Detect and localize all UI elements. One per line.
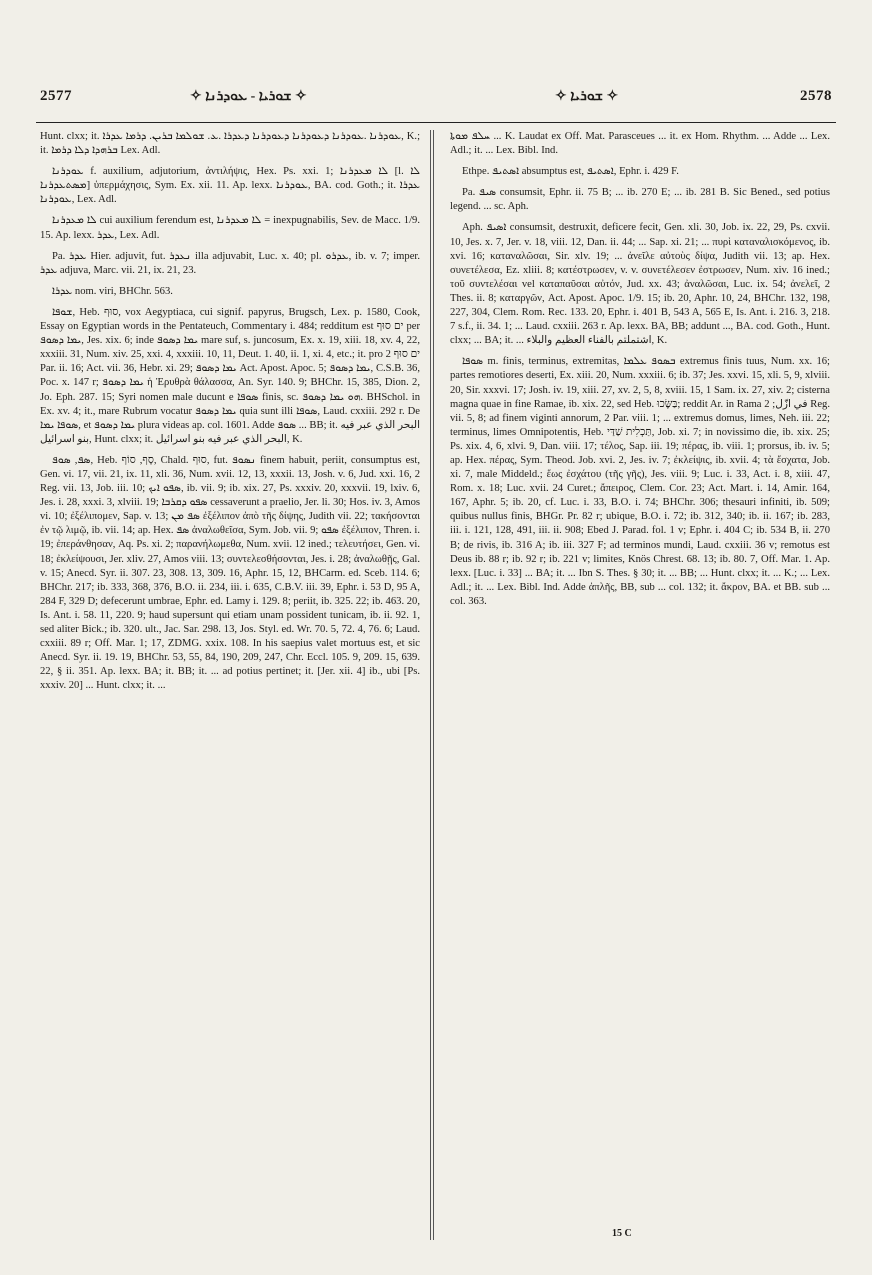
left-column: [40, 130, 420, 1240]
left-catchword: ✧ ܫܘܪܝܐ - ܥܘܕܪܢܐ ✧: [190, 89, 307, 104]
dictionary-entry: ܣܘܦܐ m. finis, terminus, extremitas, ܒܣܘܦ ܥܠܡܐ extremus finis tuus, Num. xx. 16; partes remotiores deserti, Ex. xiii. 20, Num. xxxiii. 6; ib. 37; Jes. xxvi. 15, xli. 5, 9, xlviii. 20, Sir. xxxvi. 17; Josh. iv. 19, xiii. 27, xv. 2, 5, 8, xviii. 15, 1 Sam. ix. 27, xiv. 2; cisterna magna quae in fine Ramae, ib. xix. 22, sed Heb. בַּשֶּׂכוּ; reddit Ar. in Rama في ازّل; 2 Reg. vii. 5, 8; ad finem viginti annorum, 2 Par. viii. 1; ... extremus domus, limes, Neh. iii. 22; terminus, limes Omnipotentis, Heb. תַּכְלִית שַׁדַּי, Job. xi. 7; in novissimo die, ib. xix. 25; Ps. xix. 4, 6, xlvi. 9, Dan. viii. 17; τέλος, Sap. iii. 19; πέρας, ib. viii. 1; prorsus, ib. iv. 5; ap. Hex. πέρας, Sym. Theod. Job. xvi. 2, Jes. iv. 7; ἐκλείψις, ib. xvii. 4; τὰ ἔσχατα, Job. xi. 7, male Middeld.; ἕως ἐσχάτου (τῆς γῆς), Jes. viii. 9; Luc. i. 33, Act. i. 8, xiii. 47, Rom. x. 18; Luc. xvii. 24 Curet.; ἄπειρος, Clem. Cor. 23; Act. Mart. i. 14, Amir. 164, 167, Aphr. 5; ib. 20, cf. Luc. i. 33, B.O. i. 74; BHChr. 306; thesauri infiniti, ib. 509; quibus nullus finis, BHGr. Pr. 82 r; ubique, B.O. i. 72; ib. 312, 340; ib. ii. 167; ib. 283, iii. i. 121, 128, 491, iii. ii. 908; Ebed J. Parad. fol. 1 v; Ephr. i. 404 C; ib. 534 B, ii. 270 B; de rivis, ib. 316 A; ib. iii. 327 F; ad terminos mundi, Laud. cxxiii. 36 v; remotus est Deus ib. 88 r; ib. 92 r; ib. 221 v; limites, Knös Chrest. 68. 13; ib. 80. 7, Off. Mar. 1. Ap. lexx. [Luc. i. 33] ... BA; it. ... Ibn S. Thes. § 30; it. ... BB; ... Hunt. clxx; it. ... K.; ... Lex. Adl.; it. ... Lex. Bibl. Ind. Adde ἀπλῆς, BB, sub ... col. 132; it. ἄκρον, BA. et BB. sub ... col. 363.: [450, 356, 830, 607]
right-column: [450, 130, 830, 1240]
dictionary-entry: ܠܐ ܡܥܕܪܢܐ cui auxilium ferendum est, ܠܐ ܡܥܕܪܢܐ = inexpugnabilis, Sev. de Macc. 1/9. 15. Ap. lexx. ܥܕܪ, Lex. Adl.: [40, 215, 420, 241]
dictionary-entry: Hunt. clxx; it. ܥܘܕܪܢܐ .ܥܘܕܪܢܐ ܕܥܘܕܪܢܐ ܕܥܘܕܪܢܐ ܕܥܕܪܐ .ܥ. ܫܘܠܡܐ ܒܪܝܢ. ܕܪܡܐ ܥܕܪܐ, K.; it. ܒܪܗܕܐ ܕܠܐ ܕܪܡܐ Lex. Adl.: [40, 131, 420, 157]
header-rule: [36, 122, 836, 123]
dictionary-entry: Pa. ܣܝܦ consumsit, Ephr. ii. 75 B; ... ib. 270 E; ... ib. 281 B. Sic Bened., sed potius legend. ... sc. Aph.: [450, 187, 830, 213]
running-header: [40, 88, 832, 112]
dictionary-entry: ܥܕܪܐ nom. viri, BHChr. 563.: [52, 285, 173, 297]
left-page-number: 2577: [40, 88, 72, 104]
dictionary-entry: Aph. ܐܣܝܦ consumsit, destruxit, deficere fecit, Gen. xli. 30, Job. ix. 22, 29, Ps. cxvii. 10, Jes. x. 7, Jer. v. 18, viii. 12, Dan. ii. 44; ... Sap. xi. 21; ... πυρὶ καταναλισκόμενος, ib. xvi. 16; καταναλῶσαι, Sir. xlv. 19; ... ἀνεῖλε αὐτοὺς δίψα, Judith vii. 13; ap. Hex. συνετέλεσα, Ez. xliii. 8; κατέστρωσεν, v. v. συνετέλεσεν ἐστρωσεν, Num. xiv. 16 ined.; τοῦ συντελέσαι vel καταπαῦσαι αὐτόν, Jud. xx. 43; ἀναλῶσαι, Luc. ix. 54; ἀνελεῖ, 2 Thes. ii. 8; καταργῶν, Act. Apost. Apoc. 1/9. 15; ib. 20, Aphr. 10, 24, BHChr. 132, 198, 227, 304, Clem. Rom. Rec. 133. 20, Ephr. i. 401 B, 543 A, 565 E, Is. Ant. i. 216. 3, 218. 7 s.f., ii. 34. 1; ... Laud. cxxiii. 263 r. Ap. lexx. BA, BB; addunt ..., BA. cod. Goth., Hunt. clxx; ... BA; it. ... اشتملتم بالفناء العظيم والبلاء, K.: [450, 222, 830, 347]
signature-mark: 15 C: [612, 1228, 632, 1239]
dictionary-entry: ܚܠܦ ܡܘܬܐ ... K. Laudat ex Off. Mat. Parasceues ... it. ex Hom. Rhythm. ... Adde ... Lex. Adl.; it. ... Lex. Bibl. Ind.: [450, 131, 830, 157]
column-divider: [433, 130, 434, 1240]
column-divider: [430, 130, 431, 1240]
dictionary-entry: ܣܦ, ܣܘܦ, Heb. סָף, סוֹף, Chald. סוּף, fut. ܢܣܘܦ finem habuit, periit, consumptus est, Gen. vi. 17, vii. 21, ix. 11, xli. 36, Num. xvii. 12, 13, xxxii. 13, Josh. v. 6, Jud. xxi. 16, 2 Reg. vii. 13, Job. iii. 10; ܣܦܘ ܐܝܟ, ib. vii. 9; ib. xix. 27, Ps. xxxiv. 20, xxxvii. 19, lxiv. 6, Jes. i. 28, xxxi. 3, xlviii. 19; ܣܦܘ ܕܩܪܒܐ cessaverunt a praelio, Jer. li. 30; Hos. iv. 3, Amos vi. 10; ἐξέλιπομεν, Sap. v. 13; ܣܦ ܡܢ ἐξέλιπον ἀπὸ τῆς δίψης, Judith vii. 22; τακήσονται ἐν τῷ λιμῷ, ib. vii. 14; ap. Hex. ܣܦ ἀναλωθεῖσα, Sym. Job. vii. 9; ܣܦܘ ἐξέλιπον, Thren. i. 19; ἐπεράνθησαν, Aq. Ps. xi. 2; παρανήλωμεθα, Num. xvii. 12 ined.; τελευτήσει, Gen. vi. 18; ἐκλείψουσι, Jer. xliv. 27, Amos viii. 13; συντελεσθήσονται, Jes. i. 28; ἀναλωθῇς, Gal. v. 15; Anecd. Syr. ii. 307. 23, 308. 13, 309. 16, Aphr. 15, 12, BHCarm. ed. Sceb. 114. 6; BHChr. 217; ib. 333, 368, 376, B.O. ii. 234, iii. i. 635, C.B.V. iii. 39, Ephr. i. 53 D, 95 A, 284 F, 329 D; defecerunt umbrae, Ephr. ed. Lamy i. 129. 8; periit, ib. 325. 22; ib. 463. 20, Is. Ant. i. 58. 11, 220. 9; haud supersunt qui etiam unam possident tunicam, ib. ii. 92. 1, sed aliter Bick.; ib. 320. ult., Jac. Sar. 298. 13, Jos. Styl. ed. Wr. 70. 5, 72. 4, 76. 6; Laud. cxxiii. 89 r; Off. Mar. 1; 17, ZDMG. xxix. 108. In his saepius valet mortuus est, et sic Anecd. Syr. ii. 19. 19, BHChr. 53, 55, 84, 190, 209, 247, Chr. Eccl. 105. 9, 209. 15, 639. 22, § ii. 351. Ap. lexx. BA; it. BB; it. ... ad potius pertinet; it. [Jer. xii. 4] ib., ubi [Ps. xxxiv. 20] ... Hunt. clxx; it. ...: [40, 454, 420, 692]
dictionary-entry: ܫܘܦܐ, Heb. סוּף, vox Aegyptiaca, cui signif. papyrus, Brugsch, Lex. p. 1580, Cook, Essay on Egyptian words in the Pentateuch, Commentary i. 484; redditum est ים סוּף per ܝܡܐ ܕܣܘܦ, Jes. xix. 6; inde ܝܡܐ ܕܣܘܦ mare suf, s. juncosum, Ex. x. 19, xiii. 18, xv. 4, 22, xxxiii. 31, Num. xiv. 25, xxi. 4, xxxiii. 10, 11, Deut. 1. 40, ii. 1, xi. 4, etc.; it. pro ים סוּף 2 Par. ii. 16; Act. vii. 36, Hebr. xi. 29; ܝܡܐ ܕܣܘܦ Act. Apost. Apoc. 5; ܝܡܐ ܕܣܘܦ, C.S.B. 36, Poc. x. 147 r; ܝܡܐ ܕܣܘܦ ἡ Ἐρυθρὰ θάλασσα, An. Syr. 140. 9; BHChr. 15, 385, Dion. 2, Jo. Eph. 287. 15; Syri nomen male ducunt e ܣܘܦܐ finis, sc. ܗܘ ܝܡܐ ܕܣܘܦ. BHSchol. in Ex. xv. 4; it., mare Rubrum vocatur ܝܡܐ ܕܣܘܦ quia sunt illi ܣܘܦܐ, Laud. cxxiii. 292 r. De ܣܘܦܐ ܝܡܐ, et ܝܡܐ ܕܣܘܦ plura videas ap. col. 1601. Adde ܣܘܦ ... BB; it. البحر الذي عبر فيه بنو اسرائيل, Hunt. clxx; it. البحر الذي عبر فيه بنو اسرائيل, K.: [40, 306, 420, 445]
dictionary-entry: ܥܘܕܪܢܐ f. auxilium, adjutorium, ἀντιλήψις, Hex. Ps. xxi. 1; ܠܐ ܡܥܕܪܢܐ [l. ܠܐ ܡܣܬܥܕܪܢܐ] ὑπερμάχησις, Sym. Ex. xii. 11. Ap. lexx. ܥܘܕܪܢܐ, BA. cod. Goth.; it. ܥܕܪܐ ܥܘܕܪܢܐ, Lex. Adl.: [40, 166, 420, 206]
dictionary-entry: Pa. ܥܕܪ Hier. adjuvit, fut. ܢܥܕܪ illa adjuvabit, Luc. x. 40; pl. ܥܕܪܘ, ib. v. 7; imper. ܥܕܪ adjuva, Marc. vii. 21, ix. 21, 23.: [40, 250, 420, 276]
right-page-number: 2578: [800, 88, 832, 104]
dictionary-entry: Ethpe. ܐܣܬܝܦ absumptus est, ܐܣܬܝܦ, Ephr. i. 429 F.: [462, 166, 679, 178]
right-catchword: ✧ ܫܘܪܝܐ ✧: [555, 89, 619, 104]
